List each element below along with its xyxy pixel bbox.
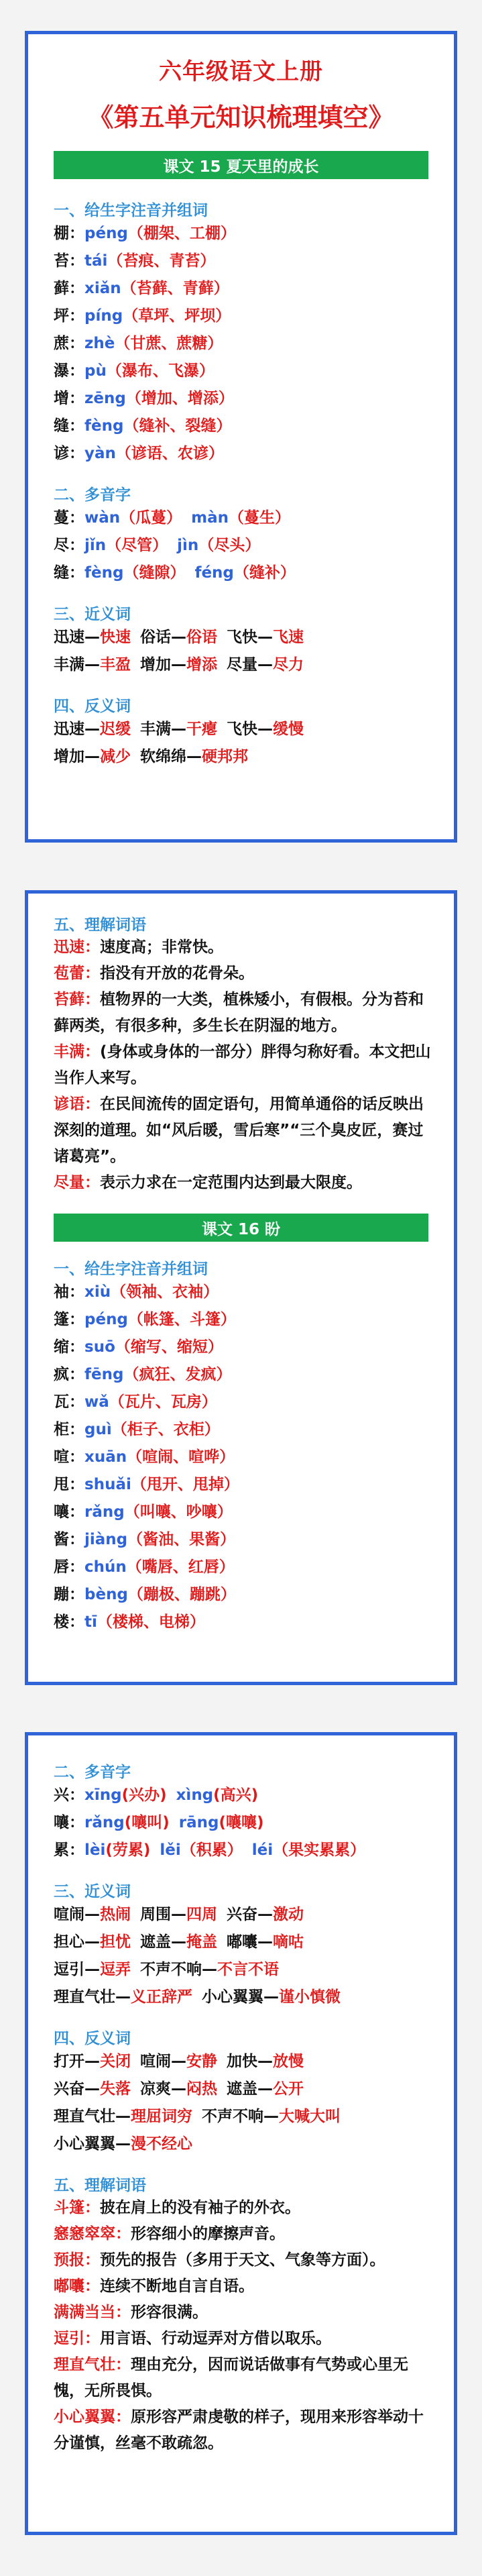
zhuyin-words: （苔痕、青苔） [107, 252, 216, 270]
zhuyin-row [54, 303, 434, 330]
zhuyin-row [54, 1609, 434, 1636]
zhuyin-row [54, 275, 434, 303]
section-lijie: 五、理解词语 [54, 2177, 146, 2194]
zhuyin-words: （领袖、衣袖） [111, 1283, 219, 1301]
duoyin-char: 嚷： [54, 1814, 84, 1831]
fanyi-answer: 硬邦邦 [202, 748, 248, 765]
zhuyin-char: 谚： [54, 445, 84, 462]
zhuyin-char: 缝： [54, 417, 84, 435]
lijie-row [54, 2247, 434, 2273]
fanyi-word: 遮盖— [227, 2080, 273, 2098]
zhuyin-char: 篷： [54, 1311, 84, 1328]
zhuyin-pinyin: chún [84, 1558, 127, 1576]
duoyin-word: (劳累) [105, 1841, 151, 1859]
duoyin-pinyin: wàn [84, 509, 121, 527]
lijie-term: 迅速： [54, 938, 100, 956]
zhuyin-char: 楼： [54, 1613, 84, 1631]
fanyi-answer: 安静 [186, 2053, 217, 2070]
jinyi-word: 周围— [140, 1906, 186, 1923]
fanyi-word: 凉爽— [140, 2080, 186, 2098]
zhuyin-pinyin: xuān [84, 1448, 127, 1466]
jinyi-answer: 逗弄 [100, 1961, 131, 1978]
fanyi-word: 小心翼翼— [54, 2135, 131, 2153]
fanyi-answer: 理屈词穷 [131, 2108, 192, 2125]
fanyi-answer: 关闭 [100, 2053, 131, 2070]
fanyi-word: 打开— [54, 2053, 100, 2070]
duoyin-word: （蔓生） [229, 509, 291, 527]
zhuyin-row [54, 220, 434, 248]
section-duoyin: 二、多音字 [54, 486, 131, 504]
section-fanyi: 四、反义词 [54, 2030, 131, 2047]
zhuyin-pinyin: zēng [84, 390, 126, 407]
jinyi-word: 不声不响— [140, 1961, 217, 1978]
zhuyin-words: （楼梯、电梯） [97, 1613, 205, 1631]
jinyi-row [54, 624, 434, 651]
zhuyin-char: 嚷： [54, 1503, 84, 1521]
jinyi-answer: 热闹 [100, 1906, 131, 1923]
lijie-term: 小心翼翼： [54, 2408, 131, 2426]
duoyin-row [54, 1837, 434, 1864]
duoyin-word: （尽头） [198, 537, 261, 554]
lijie-term: 谚语： [54, 1095, 100, 1113]
fanyi-word: 兴奋— [54, 2080, 100, 2098]
zhuyin-row [54, 1444, 434, 1471]
lesson-bar-16: 课文 16 盼 [54, 1214, 428, 1242]
jinyi-answer: 飞速 [273, 629, 304, 646]
duoyin-row [54, 1782, 434, 1809]
zhuyin-pinyin: rǎng [84, 1503, 125, 1521]
jinyi-word: 俗话— [140, 629, 186, 646]
jinyi-answer: 义正辞严 [131, 1988, 192, 2006]
jinyi-word: 增加— [140, 656, 186, 674]
zhuyin-row [54, 1334, 434, 1361]
section-zhuyin: 一、给生字注音并组词 [54, 1260, 208, 1278]
duoyin-word: （果实累累） [273, 1841, 366, 1859]
duoyin-pinyin: jìn [177, 537, 199, 554]
fanyi-row [54, 2048, 434, 2076]
fanyi-word: 不声不响— [202, 2108, 279, 2125]
duoyin-pinyin: jǐn [84, 537, 107, 554]
fanyi-word: 迅速— [54, 720, 100, 738]
lijie-definition: 植物界的一大类，植株矮小，有假根。分为苔和藓两类，有很多种，多生长在阴湿的地方。 [54, 991, 424, 1034]
lijie-term: 逗引： [54, 2330, 100, 2347]
duoyin-word: (嚷嚷) [219, 1814, 264, 1831]
zhuyin-char: 瓦： [54, 1393, 84, 1411]
lijie-row [54, 2221, 434, 2247]
fanyi-word: 飞快— [227, 720, 273, 738]
jinyi-row [54, 651, 434, 679]
zhuyin-char: 疯： [54, 1366, 84, 1383]
zhuyin-row [54, 330, 434, 358]
zhuyin-words: （喧闹、喧哗） [127, 1448, 235, 1466]
lijie-definition: 在民间流传的固定语句，用简单通俗的话反映出深刻的道理。如“风后暖，雪后寒”“三个臭皮匠，赛过诸葛亮”。 [54, 1095, 424, 1165]
zhuyin-char: 棚： [54, 225, 84, 242]
duoyin-row [54, 1809, 434, 1837]
zhuyin-words: （蹦极、蹦跳） [127, 1586, 236, 1603]
fanyi-word: 加快— [227, 2053, 273, 2070]
lijie-term: 预报： [54, 2251, 100, 2269]
zhuyin-list [28, 1279, 454, 1636]
zhuyin-pinyin: péng [84, 1311, 128, 1328]
zhuyin-row [54, 440, 434, 468]
lijie-definition: 披在肩上的没有袖子的外衣。 [100, 2199, 300, 2216]
zhuyin-pinyin: tái [84, 252, 108, 270]
duoyin-pinyin: màn [191, 509, 229, 527]
fanyi-word: 软绵绵— [140, 748, 202, 765]
zhuyin-char: 瀑： [54, 362, 84, 380]
zhuyin-pinyin: xiù [84, 1283, 111, 1301]
zhuyin-words: （瓦片、瓦房） [109, 1393, 217, 1411]
zhuyin-char: 藓： [54, 280, 84, 297]
lijie-row [54, 2352, 434, 2404]
lijie-row [54, 2404, 434, 2457]
fanyi-answer: 放慢 [273, 2053, 304, 2070]
zhuyin-char: 袖： [54, 1283, 84, 1301]
zhuyin-words: （酱油、果酱） [127, 1531, 236, 1548]
card-lesson16 [25, 1732, 457, 2535]
lijie-term: 苞蕾： [54, 965, 100, 982]
duoyin-pinyin: fèng [84, 564, 124, 582]
jinyi-list [28, 1901, 454, 2011]
fanyi-answer: 漫不经心 [131, 2135, 192, 2153]
fanyi-word: 丰满— [140, 720, 186, 738]
zhuyin-pinyin: bèng [84, 1586, 128, 1603]
section-fanyi: 四、反义词 [54, 698, 131, 715]
zhuyin-row [54, 248, 434, 275]
zhuyin-words: （帐篷、斗篷） [127, 1311, 236, 1328]
zhuyin-row [54, 385, 434, 413]
lijie-row [54, 961, 434, 987]
lijie-row [54, 2326, 434, 2352]
duoyin-pinyin: rǎng [84, 1814, 125, 1831]
zhuyin-words: （叫嚷、吵嚷） [124, 1503, 233, 1521]
lijie-definition: (身体或身体的一部分）胖得匀称好看。本文把山当作人来写。 [54, 1043, 431, 1087]
lijie-definition: 预先的报告（多用于天文、气象等方面）。 [100, 2251, 385, 2269]
lijie-definition: 连续不断地自言自语。 [100, 2277, 254, 2295]
lijie-term: 嘟囔： [54, 2277, 100, 2295]
duoyin-row [54, 532, 434, 559]
zhuyin-char: 柜： [54, 1421, 84, 1438]
fanyi-answer: 失落 [100, 2080, 131, 2098]
page-subtitle: 《第五单元知识梳理填空》 [88, 103, 394, 132]
zhuyin-words: （甩开、甩掉） [131, 1476, 239, 1493]
lijie-term: 苔藓： [54, 991, 100, 1008]
fanyi-list [28, 2048, 454, 2158]
lijie-definition: 表示力求在一定范围内达到最大限度。 [100, 1174, 362, 1191]
card-lesson15-16 [25, 890, 457, 1685]
duoyin-word: (兴办) [121, 1786, 167, 1804]
zhuyin-row [54, 1471, 434, 1499]
zhuyin-words: （疯狂、发疯） [123, 1366, 232, 1383]
zhuyin-words: （瀑布、飞瀑） [106, 362, 215, 380]
jinyi-row [54, 1984, 434, 2011]
duoyin-word: （缝隙） [123, 564, 186, 582]
lesson-bar-15: 课文 15 夏天里的成长 [54, 151, 428, 179]
fanyi-answer: 闷热 [186, 2080, 217, 2098]
zhuyin-char: 蔗： [54, 335, 84, 352]
jinyi-answer: 不言不语 [217, 1961, 279, 1978]
duoyin-pinyin: xīng [84, 1786, 122, 1804]
jinyi-word: 逗引— [54, 1961, 100, 1978]
fanyi-word: 增加— [54, 748, 100, 765]
duoyin-word: （瓜蔓） [120, 509, 182, 527]
section-jinyi: 三、近义词 [54, 606, 131, 623]
zhuyin-words: （草坪、坪坝） [123, 307, 231, 325]
duoyin-list [28, 1782, 454, 1864]
duoyin-word: （积累） [180, 1841, 243, 1859]
jinyi-word: 飞快— [227, 629, 273, 646]
lijie-list [28, 934, 454, 1196]
lijie-row [54, 2195, 434, 2221]
zhuyin-pinyin: péng [84, 225, 128, 242]
zhuyin-row [54, 1499, 434, 1526]
lijie-term: 尽量： [54, 1174, 100, 1191]
fanyi-answer: 迟缓 [100, 720, 131, 738]
lijie-row [54, 934, 434, 961]
zhuyin-row [54, 358, 434, 385]
zhuyin-row [54, 1581, 434, 1609]
zhuyin-pinyin: tī [84, 1613, 97, 1631]
zhuyin-words: （甘蔗、蔗糖） [115, 335, 223, 352]
zhuyin-pinyin: fēng [84, 1366, 124, 1383]
zhuyin-row [54, 1416, 434, 1444]
zhuyin-row [54, 1554, 434, 1581]
fanyi-word: 喧闹— [140, 2053, 186, 2070]
fanyi-word: 理直气壮— [54, 2108, 131, 2125]
zhuyin-char: 缩： [54, 1338, 84, 1356]
fanyi-row [54, 743, 434, 771]
fanyi-list [28, 716, 454, 771]
lijie-term: 满满当当： [54, 2304, 131, 2321]
jinyi-row [54, 1956, 434, 1984]
lijie-row [54, 987, 434, 1039]
lijie-definition: 理由充分，因而说话做事有气势或心里无愧，无所畏惧。 [54, 2356, 408, 2400]
lijie-term: 窸窸窣窣： [54, 2225, 131, 2243]
duoyin-char: 蔓： [54, 509, 84, 527]
zhuyin-row [54, 1279, 434, 1306]
zhuyin-char: 坪： [54, 307, 84, 325]
lijie-row [54, 1170, 434, 1196]
zhuyin-pinyin: xiǎn [84, 280, 121, 297]
fanyi-answer: 公开 [273, 2080, 304, 2098]
zhuyin-row [54, 1306, 434, 1334]
lijie-row [54, 2273, 434, 2300]
duoyin-char: 尽： [54, 537, 84, 554]
card-lesson15 [25, 31, 457, 843]
zhuyin-row [54, 1361, 434, 1389]
lijie-term: 斗篷： [54, 2199, 100, 2216]
jinyi-answer: 掩盖 [186, 1933, 217, 1951]
lijie-term: 理直气壮： [54, 2356, 131, 2373]
duoyin-pinyin: féng [194, 564, 234, 582]
fanyi-row [54, 2103, 434, 2131]
zhuyin-pinyin: wǎ [84, 1393, 109, 1411]
lijie-definition: 速度高；非常快。 [100, 938, 223, 956]
duoyin-row [54, 504, 434, 532]
lijie-row [54, 2300, 434, 2326]
zhuyin-row [54, 1526, 434, 1554]
zhuyin-pinyin: zhè [84, 335, 115, 352]
jinyi-answer: 担忧 [100, 1933, 131, 1951]
duoyin-pinyin: xìng [176, 1786, 214, 1804]
zhuyin-words: （苔藓、青藓） [121, 280, 229, 297]
zhuyin-words: （缩写、缩短） [115, 1338, 223, 1356]
jinyi-word: 喧闹— [54, 1906, 100, 1923]
duoyin-word: (高兴) [213, 1786, 259, 1804]
jinyi-answer: 增添 [186, 656, 217, 674]
duoyin-char: 兴： [54, 1786, 84, 1804]
zhuyin-char: 酱： [54, 1531, 84, 1548]
zhuyin-row [54, 1389, 434, 1416]
duoyin-pinyin: lèi [84, 1841, 106, 1859]
duoyin-word: （缝补） [233, 564, 296, 582]
lijie-row [54, 1039, 434, 1091]
zhuyin-pinyin: jiàng [84, 1531, 128, 1548]
section-duoyin: 二、多音字 [54, 1764, 131, 1781]
jinyi-answer: 谨小慎微 [279, 1988, 341, 2006]
duoyin-pinyin: léi [251, 1841, 274, 1859]
fanyi-row [54, 2076, 434, 2103]
zhuyin-pinyin: suō [84, 1338, 115, 1356]
lijie-term: 丰满： [54, 1043, 100, 1061]
jinyi-word: 小心翼翼— [202, 1988, 279, 2006]
zhuyin-words: （柜子、衣柜） [111, 1421, 220, 1438]
zhuyin-pinyin: shuǎi [84, 1476, 131, 1493]
zhuyin-words: （嘴唇、红唇） [126, 1558, 235, 1576]
fanyi-row [54, 716, 434, 743]
fanyi-answer: 干瘪 [186, 720, 217, 738]
jinyi-row [54, 1929, 434, 1956]
jinyi-answer: 嘀咕 [273, 1933, 304, 1951]
fanyi-row [54, 2131, 434, 2158]
zhuyin-pinyin: yàn [84, 445, 116, 462]
section-zhuyin: 一、给生字注音并组词 [54, 202, 208, 219]
duoyin-pinyin: rāng [178, 1814, 219, 1831]
zhuyin-pinyin: fèng [84, 417, 124, 435]
zhuyin-char: 甩： [54, 1476, 84, 1493]
jinyi-answer: 尽力 [273, 656, 304, 674]
section-lijie: 五、理解词语 [54, 916, 146, 934]
duoyin-word: (嚷叫) [124, 1814, 170, 1831]
duoyin-char: 累： [54, 1841, 84, 1859]
zhuyin-words: （棚架、工棚） [127, 225, 236, 242]
duoyin-list [28, 504, 454, 587]
zhuyin-words: （增加、增添） [125, 390, 234, 407]
jinyi-answer: 快速 [100, 629, 131, 646]
jinyi-word: 担心— [54, 1933, 100, 1951]
lijie-row [54, 1091, 434, 1170]
lijie-list [28, 2195, 454, 2457]
zhuyin-pinyin: píng [84, 307, 123, 325]
duoyin-char: 缝： [54, 564, 84, 582]
jinyi-answer: 丰盈 [100, 656, 131, 674]
page-title: 六年级语文上册 [159, 58, 323, 85]
jinyi-word: 尽量— [227, 656, 273, 674]
zhuyin-row [54, 413, 434, 440]
zhuyin-pinyin: guì [84, 1421, 112, 1438]
zhuyin-words: （缝补、裂缝） [123, 417, 232, 435]
jinyi-list [28, 624, 454, 679]
zhuyin-pinyin: pù [84, 362, 107, 380]
duoyin-row [54, 559, 434, 587]
fanyi-answer: 减少 [100, 748, 131, 765]
lijie-definition: 用言语、行动逗弄对方借以取乐。 [100, 2330, 331, 2347]
zhuyin-words: （谚语、农谚） [115, 445, 224, 462]
duoyin-pinyin: lěi [160, 1841, 181, 1859]
zhuyin-char: 蹦： [54, 1586, 84, 1603]
lijie-definition: 形容细小的摩擦声音。 [131, 2225, 285, 2243]
jinyi-word: 兴奋— [227, 1906, 273, 1923]
zhuyin-char: 唇： [54, 1558, 84, 1576]
jinyi-answer: 俗语 [186, 629, 217, 646]
jinyi-word: 理直气壮— [54, 1988, 131, 2006]
duoyin-word: （尽管） [106, 537, 168, 554]
jinyi-answer: 四周 [186, 1906, 217, 1923]
jinyi-row [54, 1901, 434, 1929]
zhuyin-char: 喧： [54, 1448, 84, 1466]
jinyi-word: 遮盖— [140, 1933, 186, 1951]
lijie-definition: 指没有开放的花骨朵。 [100, 965, 254, 982]
zhuyin-list [28, 220, 454, 468]
jinyi-word: 嘟囔— [227, 1933, 273, 1951]
zhuyin-char: 苔： [54, 252, 84, 270]
lijie-definition: 形容很满。 [131, 2304, 208, 2321]
fanyi-answer: 缓慢 [273, 720, 304, 738]
fanyi-answer: 大喊大叫 [279, 2108, 341, 2125]
jinyi-answer: 激动 [273, 1906, 304, 1923]
zhuyin-char: 增： [54, 390, 84, 407]
jinyi-word: 丰满— [54, 656, 100, 674]
section-jinyi: 三、近义词 [54, 1883, 131, 1900]
lijie-definition: 原形容严肃虔敬的样子，现用来形容举动十分谨慎，丝毫不敢疏忽。 [54, 2408, 424, 2452]
jinyi-word: 迅速— [54, 629, 100, 646]
